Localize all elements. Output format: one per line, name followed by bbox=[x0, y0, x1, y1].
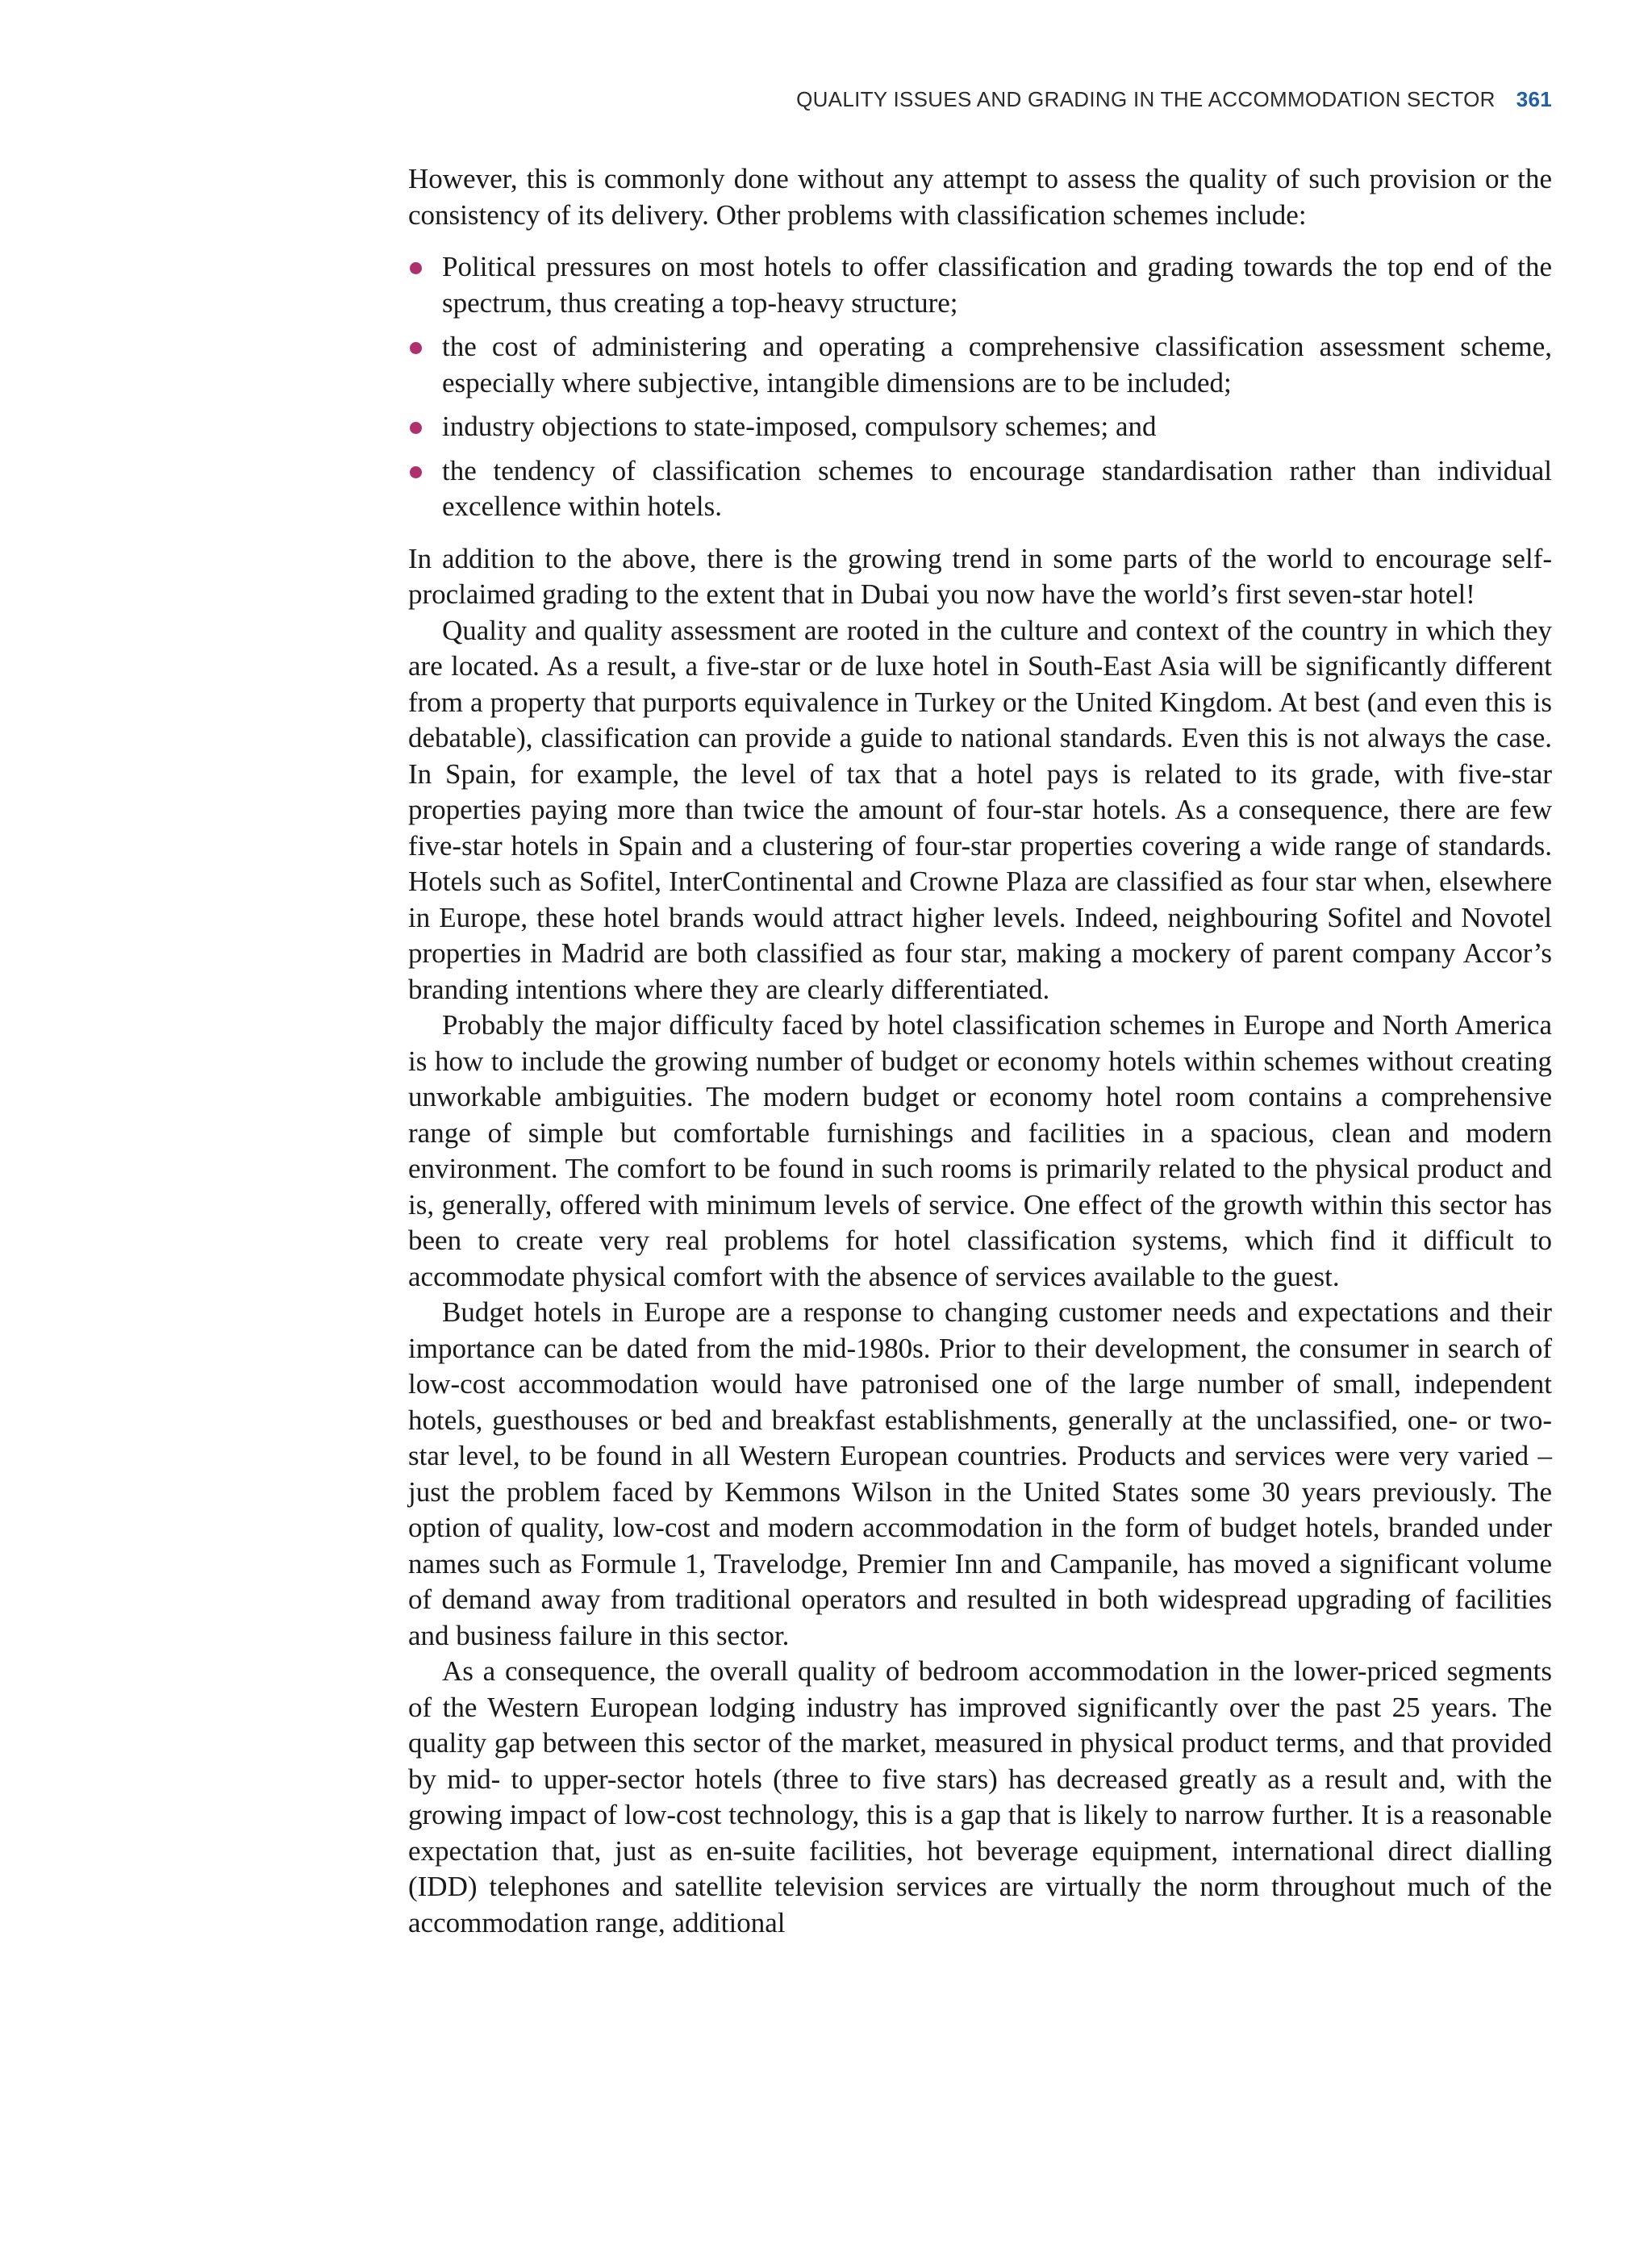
bullet-dot-icon bbox=[410, 262, 422, 274]
body-paragraph: In addition to the above, there is the growing trend in some parts of the world to encourage self-proclaimed grading to the extent that in Dubai you now have the world’s first seven-star hotel! bbox=[408, 542, 1552, 610]
body-paragraph: Budget hotels in Europe are a response to changing customer needs and expectations and their importance can be dated from the mid-1980s. Prior to their development, the consumer in search of low-cost accommodation would have patronised one of the large number of small, independent hotels, guesthouses or bed and breakfast establishments, generally at the unclassified, one- or two-star level, to be found in all Western European countries. Products and services were very varied – just the problem faced by Kemmons Wilson in the United States some 30 years previously. The option of quality, low-cost and modern accommodation in the form of budget hotels, branded under names such as Formule 1, Travelodge, Premier Inn and Campanile, has moved a significant volume of demand away from traditional operators and resulted in both widespread upgrading of facilities and business failure in this sector. bbox=[408, 1296, 1552, 1651]
bullet-item bbox=[408, 409, 1552, 445]
body-paragraph: As a consequence, the overall quality of bedroom accommodation in the lower-priced segments of the Western European lodging industry has improved significantly over the past 25 years. The quality gap between this sector of the market, measured in physical product terms, and that provided by mid- to upper-sector hotels (three to five stars) has decreased greatly as a result and, with the growing impact of low-cost technology, this is a gap that is likely to narrow further. It is a reasonable expectation that, just as en-suite facilities, hot beverage equipment, international direct dialling (IDD) telephones and satellite television services are virtually the norm throughout much of the accommodation range, additional bbox=[408, 1655, 1552, 1938]
bullet-item bbox=[408, 453, 1552, 525]
bullet-item bbox=[408, 329, 1552, 401]
bullet-item bbox=[408, 249, 1552, 321]
bullet-text: the cost of administering and operating a comprehensive classification assessment scheme, especially where subjective, intangible dimensions are to be included; bbox=[442, 331, 1552, 399]
bullet-list bbox=[408, 249, 1552, 525]
bullet-dot-icon bbox=[410, 422, 422, 434]
bullet-text: Political pressures on most hotels to offer classification and grading towards the top end of the spectrum, thus creating a top-heavy structure; bbox=[442, 251, 1552, 319]
running-header bbox=[408, 87, 1552, 112]
bullet-text: industry objections to state-imposed, compulsory schemes; and bbox=[442, 411, 1157, 442]
page-body bbox=[408, 161, 1552, 1941]
bullet-text: the tendency of classification schemes to encourage standardisation rather than individual excellence within hotels. bbox=[442, 454, 1552, 522]
page-number: 361 bbox=[1516, 87, 1552, 111]
body-paragraph: Probably the major difficulty faced by hotel classification schemes in Europe and North America is how to include the growing number of budget or economy hotels within schemes without creating unworkable ambiguities. The modern budget or economy hotel room contains a comprehensive range of simple but comfortable furnishings and facilities in a spacious, clean and modern environment. The comfort to be found in such rooms is primarily related to the physical product and is, generally, offered with minimum levels of service. One effect of the growth within this sector has been to create very real problems for hotel classification systems, which find it difficult to accommodate physical comfort with the absence of services available to the guest. bbox=[408, 1009, 1552, 1292]
running-title: QUALITY ISSUES AND GRADING IN THE ACCOMMODATION SECTOR bbox=[796, 87, 1496, 111]
bullet-dot-icon bbox=[410, 466, 422, 478]
bullet-dot-icon bbox=[410, 342, 422, 354]
intro-paragraph: However, this is commonly done without any attempt to assess the quality of such provision or the consistency of its delivery. Other problems with classification schemes include: bbox=[408, 163, 1552, 231]
body-paragraph: Quality and quality assessment are rooted in the culture and context of the country in which they are located. As a result, a five-star or de luxe hotel in South-East Asia will be significantly different from a property that purports equivalence in Turkey or the United Kingdom. At best (and even this is debatable), classification can provide a guide to national standards. Even this is not always the case. In Spain, for example, the level of tax that a hotel pays is related to its grade, with five-star properties paying more than twice the amount of four-star hotels. As a consequence, there are few five-star hotels in Spain and a clustering of four-star properties covering a wide range of standards. Hotels such as Sofitel, InterContinental and Crowne Plaza are classified as four star when, elsewhere in Europe, these hotel brands would attract higher levels. Indeed, neighbouring Sofitel and Novotel properties in Madrid are both classified as four star, making a mockery of parent company Accor’s branding intentions where they are clearly differentiated. bbox=[408, 614, 1552, 1005]
